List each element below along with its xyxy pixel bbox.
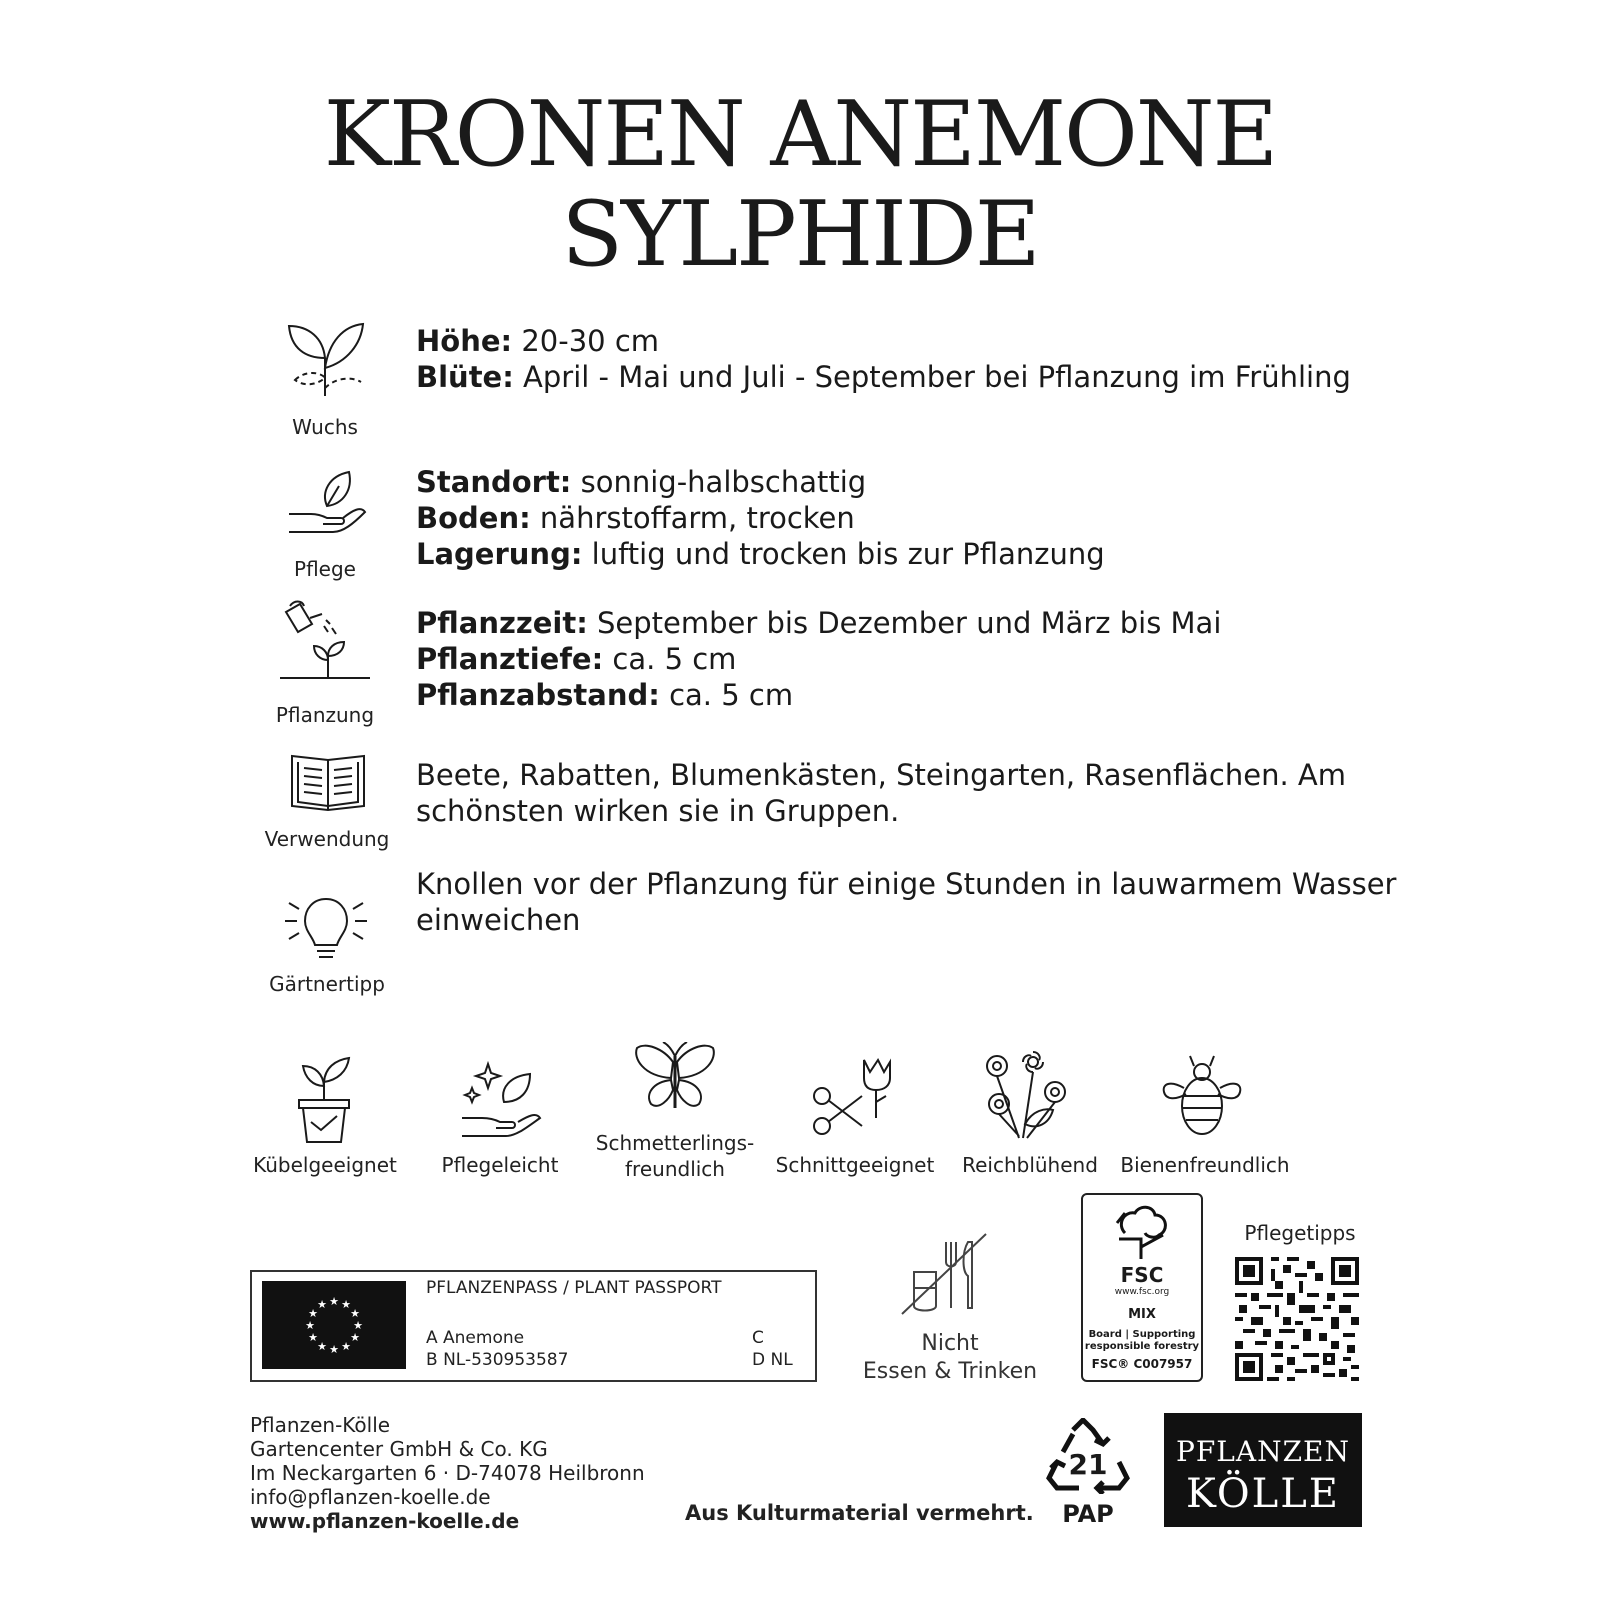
feature-pflegeleicht: Pflegeleicht [441,1153,559,1177]
passport-header: PFLANZENPASS / PLANT PASSPORT [426,1278,722,1298]
svg-text:★: ★ [317,1340,327,1353]
book-icon [290,752,366,814]
brand-logo-line2: KÖLLE [1186,1471,1340,1517]
no-food-icon [900,1228,990,1318]
section-pflege-text: Standort: sonnig-halbschattig Boden: nährstoffarm, trocken Lagerung: luftig und trocken bis zur Pflanzung [416,465,1105,571]
section-label-verwendung: Verwendung [264,827,390,851]
plant-passport [250,1270,817,1382]
section-label-gaertnertipp: Gärtnertipp [269,972,385,996]
page-title-line1: KRONEN ANEMONE [323,82,1277,187]
fsc-name: FSC [1120,1263,1164,1287]
feature-bienenfreundlich: Bienenfreundlich [1120,1153,1290,1177]
recycle-code: PAP [1062,1500,1114,1528]
page-title-line2: SYLPHIDE [561,182,1039,287]
fsc-code: FSC® C007957 [1091,1357,1193,1371]
culture-note: Aus Kulturmaterial vermehrt. [685,1501,1034,1525]
svg-text:★: ★ [341,1298,351,1311]
brand-logo-line1: PFLANZEN [1176,1435,1350,1468]
passport-a: A Anemone [426,1328,525,1348]
feature-schmetterlingsfreundlich: Schmetterlings- freundlich [595,1131,755,1181]
feature-schnittgeeignet: Schnittgeeignet [775,1153,935,1177]
svg-text:★: ★ [317,1298,327,1311]
hand-sparkle-icon [460,1060,544,1140]
passport-b: B NL-530953587 [426,1350,569,1370]
svg-text:★: ★ [341,1340,351,1353]
qr-code[interactable] [1235,1257,1359,1381]
svg-text:★: ★ [308,1307,318,1320]
website-link[interactable]: www.pflanzen-koelle.de [250,1509,520,1533]
lightbulb-icon [285,895,367,965]
svg-text:★: ★ [350,1331,360,1344]
section-label-pflanzung: Pflanzung [275,703,375,727]
svg-text:★: ★ [329,1343,339,1356]
section-verwendung-text: Beete, Rabatten, Blumenkästen, Steingarten, Rasenflächen. Am schönsten wirken sie in Gruppen. [416,758,1346,828]
butterfly-icon [633,1042,717,1112]
pot-check-icon [293,1056,355,1144]
svg-text:★: ★ [308,1331,318,1344]
qr-label: Pflegetipps [1244,1221,1356,1245]
feature-kuebelgeeignet: Kübelgeeignet [253,1153,397,1177]
scissors-tulip-icon [810,1056,894,1142]
section-wuchs-text: Höhe: 20-30 cm Blüte: April - Mai und Juli - September bei Pflanzung im Frühling [416,324,1351,394]
recycle-number: 21 [1068,1448,1108,1481]
company-address: Pflanzen-Kölle Gartencenter GmbH & Co. KG Im Neckargarten 6 · D-74078 Heilbronn info@pflanzen-koelle.de www.pflanzen-koelle.de [250,1413,645,1533]
fsc-url: www.fsc.org [1114,1287,1170,1297]
passport-d: D NL [752,1350,793,1370]
section-label-wuchs: Wuchs [292,415,358,439]
passport-c: C [752,1328,764,1348]
section-gaertnertipp-text: Knollen vor der Pflanzung für einige Stunden in lauwarmem Wasser einweichen [416,867,1397,937]
fsc-mix: MIX [1128,1307,1156,1322]
svg-text:★: ★ [329,1295,339,1308]
flowers-icon [983,1050,1067,1140]
hand-leaf-icon [287,470,367,540]
fsc-tree-icon [1111,1203,1173,1265]
bee-icon [1160,1054,1244,1138]
not-edible-label: Nicht Essen & Trinken [862,1331,1038,1384]
section-label-pflege: Pflege [294,557,356,581]
section-pflanzung-text: Pflanzzeit: September bis Dezember und März bis Mai Pflanztiefe: ca. 5 cm Pflanzabstand: ca. 5 cm [416,606,1222,712]
svg-text:★: ★ [350,1307,360,1320]
watering-can-icon [280,600,370,686]
svg-text:★: ★ [305,1319,315,1332]
sprout-icon [285,318,365,400]
feature-reichbluehend: Reichblühend [962,1153,1098,1177]
eu-flag-icon [262,1281,406,1369]
fsc-desc: Board | Supporting responsible forestry [1084,1329,1200,1352]
fsc-label [1081,1193,1203,1382]
brand-logo [1164,1413,1362,1527]
svg-text:★: ★ [353,1319,363,1332]
